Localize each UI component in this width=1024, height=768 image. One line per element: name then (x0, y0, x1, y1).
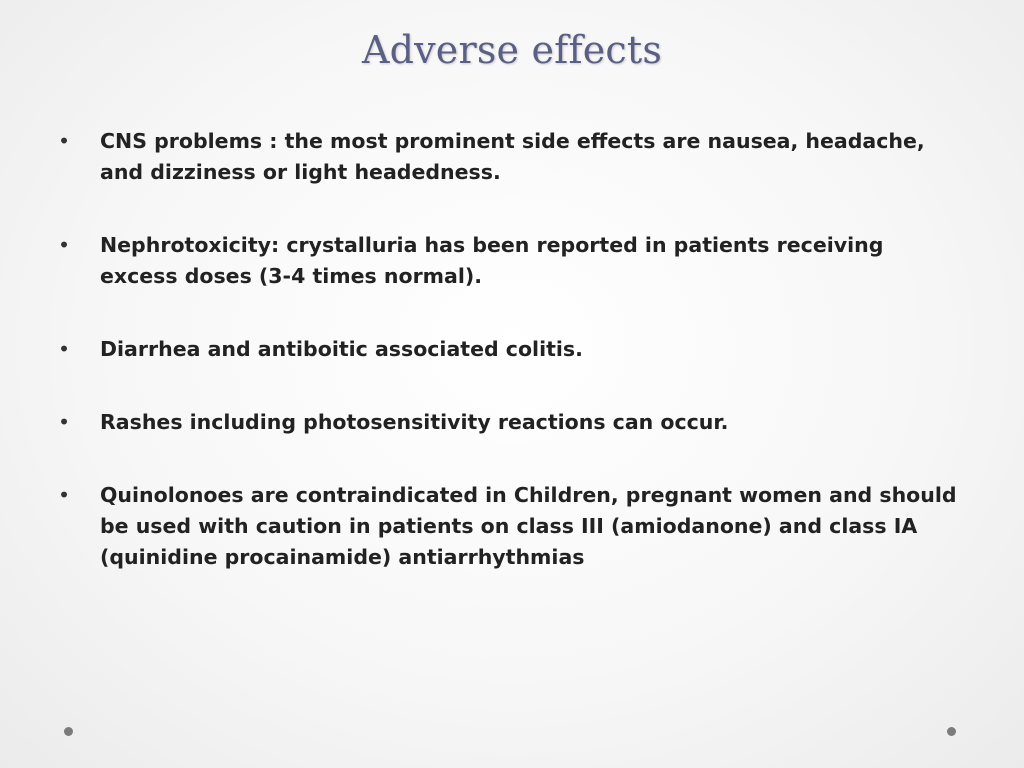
bullet-icon: • (58, 410, 71, 434)
bullet-item (58, 407, 968, 438)
bullet-text: Diarrhea and antiboitic associated colitis. (100, 337, 583, 361)
bullet-item (58, 230, 968, 292)
decorative-dot-right-icon (947, 727, 956, 736)
bullet-item (58, 126, 968, 188)
bullet-text: Nephrotoxicity: crystalluria has been reported in patients receiving excess doses (3-4 times normal). (100, 233, 884, 288)
decorative-dot-left-icon (64, 727, 73, 736)
bullet-icon: • (58, 483, 71, 507)
bullet-item (58, 480, 968, 573)
slide-title: Adverse effects (361, 28, 663, 72)
bullet-icon: • (58, 129, 71, 153)
bullet-text: CNS problems : the most prominent side effects are nausea, headache, and dizziness or light headedness. (100, 129, 925, 184)
bullet-icon: • (58, 233, 71, 257)
bullet-text: Rashes including photosensitivity reactions can occur. (100, 410, 729, 434)
bullet-icon: • (58, 337, 71, 361)
bullet-text: Quinolonoes are contraindicated in Children, pregnant women and should be used with caution in patients on class III (amiodanone) and class IA (quinidine procainamide) antiarrhythmias (100, 483, 957, 569)
bullet-item (58, 334, 968, 365)
bullet-list (58, 126, 968, 615)
